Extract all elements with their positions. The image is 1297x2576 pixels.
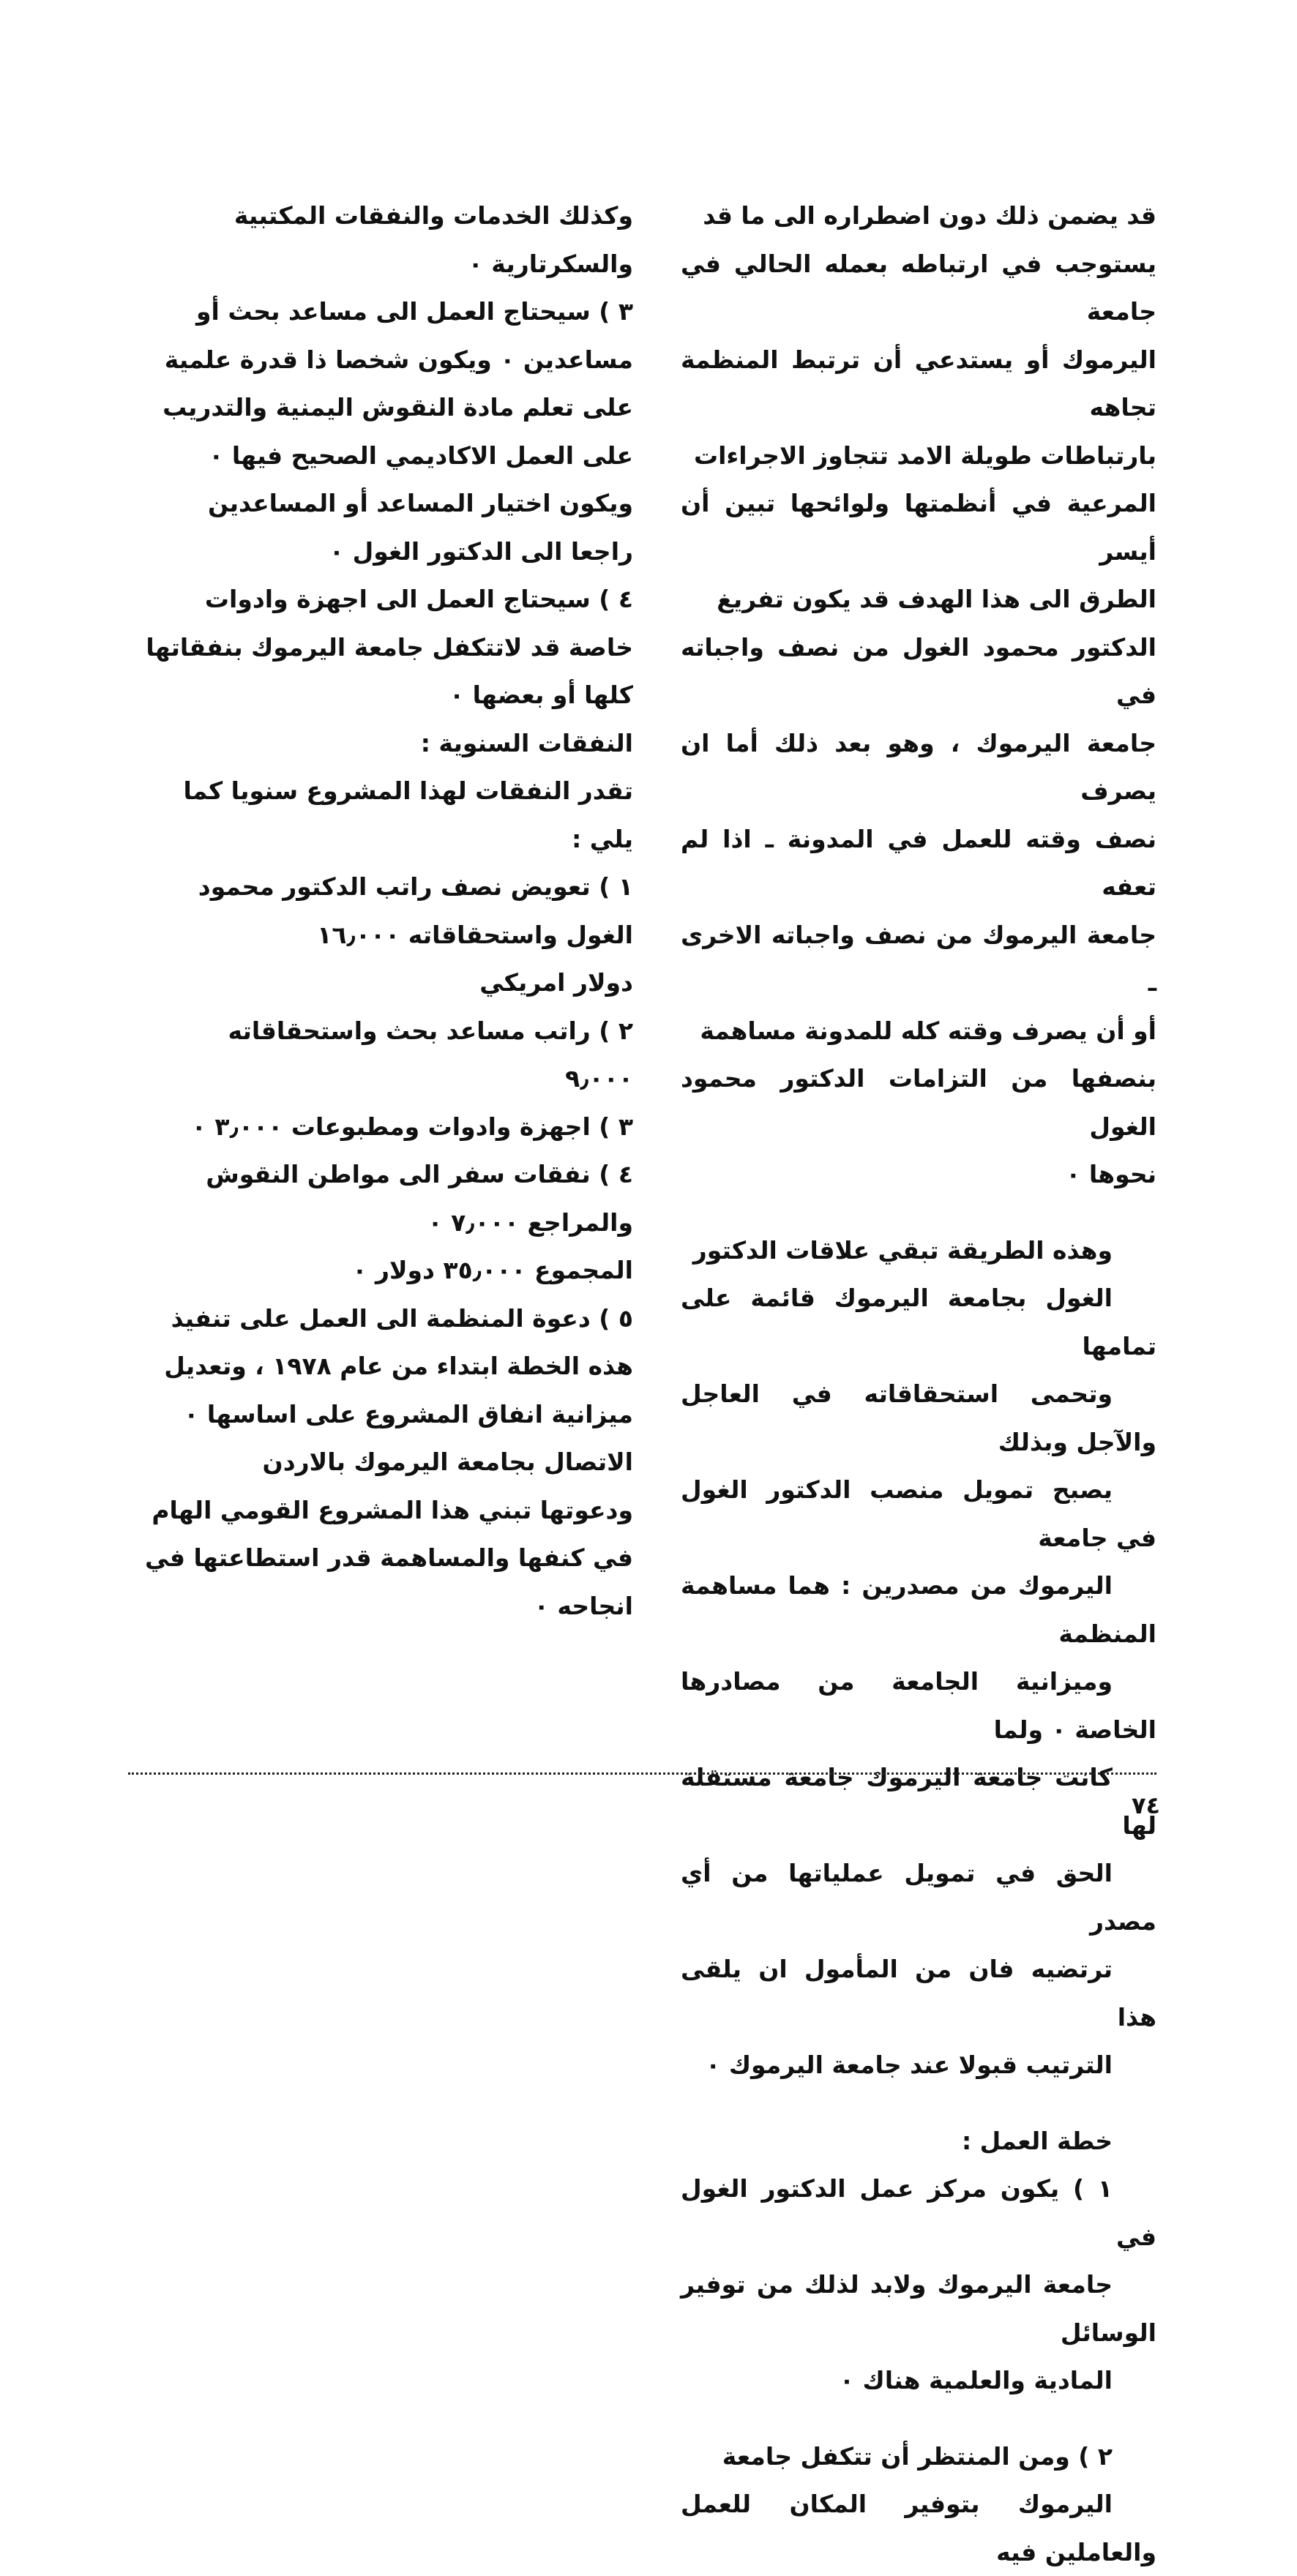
text-line: والسكرتارية ٠ xyxy=(128,240,633,288)
text-line: اليرموك بتوفير المكان للعمل والعاملين فيه xyxy=(681,2480,1156,2576)
right-text-column xyxy=(681,192,1156,2576)
text-line: المجموع ٣٥٫٠٠٠ دولار ٠ xyxy=(128,1246,633,1295)
paragraph xyxy=(681,1227,1156,2089)
text-line: ٩٫٠٠٠ xyxy=(128,1055,633,1103)
text-line: يصبح تمويل منصب الدكتور الغول في جامعة xyxy=(681,1466,1156,1562)
text-line: جامعة اليرموك ، وهو بعد ذلك أما ان يصرف xyxy=(681,719,1156,815)
text-line: كانت جامعة اليرموك جامعة مستقلة لها xyxy=(681,1753,1156,1849)
text-line: في كنفها والمساهمة قدر استطاعتها في xyxy=(128,1534,633,1582)
text-line: ترتضيه فان من المأمول ان يلقى هذا xyxy=(681,1945,1156,2041)
text-line: وكذلك الخدمات والنفقات المكتبية xyxy=(128,192,633,240)
text-line: الغول بجامعة اليرموك قائمة على تمامها xyxy=(681,1274,1156,1370)
text-line: ٢ ) ومن المنتظر أن تتكفل جامعة xyxy=(681,2433,1156,2481)
text-line: ٣ ) سيحتاج العمل الى مساعد بحث أو xyxy=(128,288,633,336)
text-line: الاتصال بجامعة اليرموك بالاردن xyxy=(128,1438,633,1486)
section-heading xyxy=(681,2117,1156,2165)
text-line: على العمل الاكاديمي الصحيح فيها ٠ xyxy=(128,432,633,480)
text-line: الغول واستحقاقاته ١٦٫٠٠٠ xyxy=(128,911,633,959)
text-line: ويكون اختيار المساعد أو المساعدين xyxy=(128,479,633,528)
text-line: ٤ ) نفقات سفر الى مواطن النقوش xyxy=(128,1150,633,1199)
text-line: جامعة اليرموك من نصف واجباته الاخرى ـ xyxy=(681,911,1156,1007)
text-line: نصف وقته للعمل في المدونة ـ اذا لم تعفه xyxy=(681,815,1156,911)
text-line: على تعلم مادة النقوش اليمنية والتدريب xyxy=(128,383,633,432)
text-line: اليرموك أو يستدعي أن ترتبط المنظمة تجاهه xyxy=(681,336,1156,432)
text-line: تقدر النفقات لهذا المشروع سنويا كما xyxy=(128,767,633,815)
text-line: اليرموك من مصدرين : هما مساهمة المنظمة xyxy=(681,1562,1156,1658)
text-line: خطة العمل : xyxy=(681,2117,1156,2165)
text-line: يستوجب في ارتباطه بعمله الحالي في جامعة xyxy=(681,240,1156,336)
section-heading: النفقات السنوية : xyxy=(128,719,633,768)
paragraph xyxy=(681,2165,1156,2405)
paragraph xyxy=(128,192,633,1630)
text-line: هذه الخطة ابتداء من عام ١٩٧٨ ، وتعديل xyxy=(128,1342,633,1390)
text-line: كلها أو بعضها ٠ xyxy=(128,671,633,719)
text-line: الطرق الى هذا الهدف قد يكون تفريغ xyxy=(681,575,1156,624)
text-line: وميزانية الجامعة من مصادرها الخاصة ٠ ولما xyxy=(681,1658,1156,1753)
text-line: قد يضمن ذلك دون اضطراره الى ما قد xyxy=(681,192,1156,240)
text-line: وهذه الطريقة تبقي علاقات الدكتور xyxy=(681,1227,1156,1275)
text-line: ٥ ) دعوة المنظمة الى العمل على تنفيذ xyxy=(128,1295,633,1343)
text-line: الترتيب قبولا عند جامعة اليرموك ٠ xyxy=(681,2041,1156,2089)
page-number: ٧٤ xyxy=(1124,1791,1160,1819)
text-line: ٢ ) راتب مساعد بحث واستحقاقاته xyxy=(128,1007,633,1055)
text-line: الحق في تمويل عملياتها من أي مصدر xyxy=(681,1849,1156,1945)
text-line: انجاحه ٠ xyxy=(128,1582,633,1630)
text-line: ودعوتها تبني هذا المشروع القومي الهام xyxy=(128,1486,633,1535)
text-line: بارتباطات طويلة الامد تتجاوز الاجراءات xyxy=(681,432,1156,480)
paragraph xyxy=(681,2433,1156,2576)
footer-dotted-rule xyxy=(128,1772,1156,1775)
text-line: ٣ ) اجهزة وادوات ومطبوعات ٣٫٠٠٠ ٠ xyxy=(128,1103,633,1151)
text-line: ١ ) يكون مركز عمل الدكتور الغول في xyxy=(681,2165,1156,2261)
text-line: بنصفها من التزامات الدكتور محمود الغول xyxy=(681,1055,1156,1150)
paragraph xyxy=(681,192,1156,1199)
text-line: يلي : xyxy=(128,815,633,864)
text-line: خاصة قد لاتتكفل جامعة اليرموك بنفقاتها xyxy=(128,624,633,672)
text-line: المرعية في أنظمتها ولوائحها تبين أن أيسر xyxy=(681,479,1156,575)
text-line: مساعدين ٠ ويكون شخصا ذا قدرة علمية xyxy=(128,336,633,384)
text-line: راجعا الى الدكتور الغول ٠ xyxy=(128,528,633,576)
text-line: الدكتور محمود الغول من نصف واجباته في xyxy=(681,624,1156,719)
text-line: المادية والعلمية هناك ٠ xyxy=(681,2356,1156,2405)
text-line: أو أن يصرف وقته كله للمدونة مساهمة xyxy=(681,1007,1156,1055)
text-line: ١ ) تعويض نصف راتب الدكتور محمود xyxy=(128,863,633,911)
text-line: ميزانية انفاق المشروع على اساسها ٠ xyxy=(128,1390,633,1439)
text-line: نحوها ٠ xyxy=(681,1150,1156,1199)
left-text-column xyxy=(128,192,633,1630)
text-line: وتحمى استحقاقاته في العاجل والآجل وبذلك xyxy=(681,1370,1156,1466)
text-line: والمراجع ٧٫٠٠٠ ٠ xyxy=(128,1199,633,1247)
text-line: جامعة اليرموك ولابد لذلك من توفير الوسائل xyxy=(681,2261,1156,2356)
text-line: دولار امريكي xyxy=(128,959,633,1007)
text-line: ٤ ) سيحتاج العمل الى اجهزة وادوات xyxy=(128,575,633,624)
